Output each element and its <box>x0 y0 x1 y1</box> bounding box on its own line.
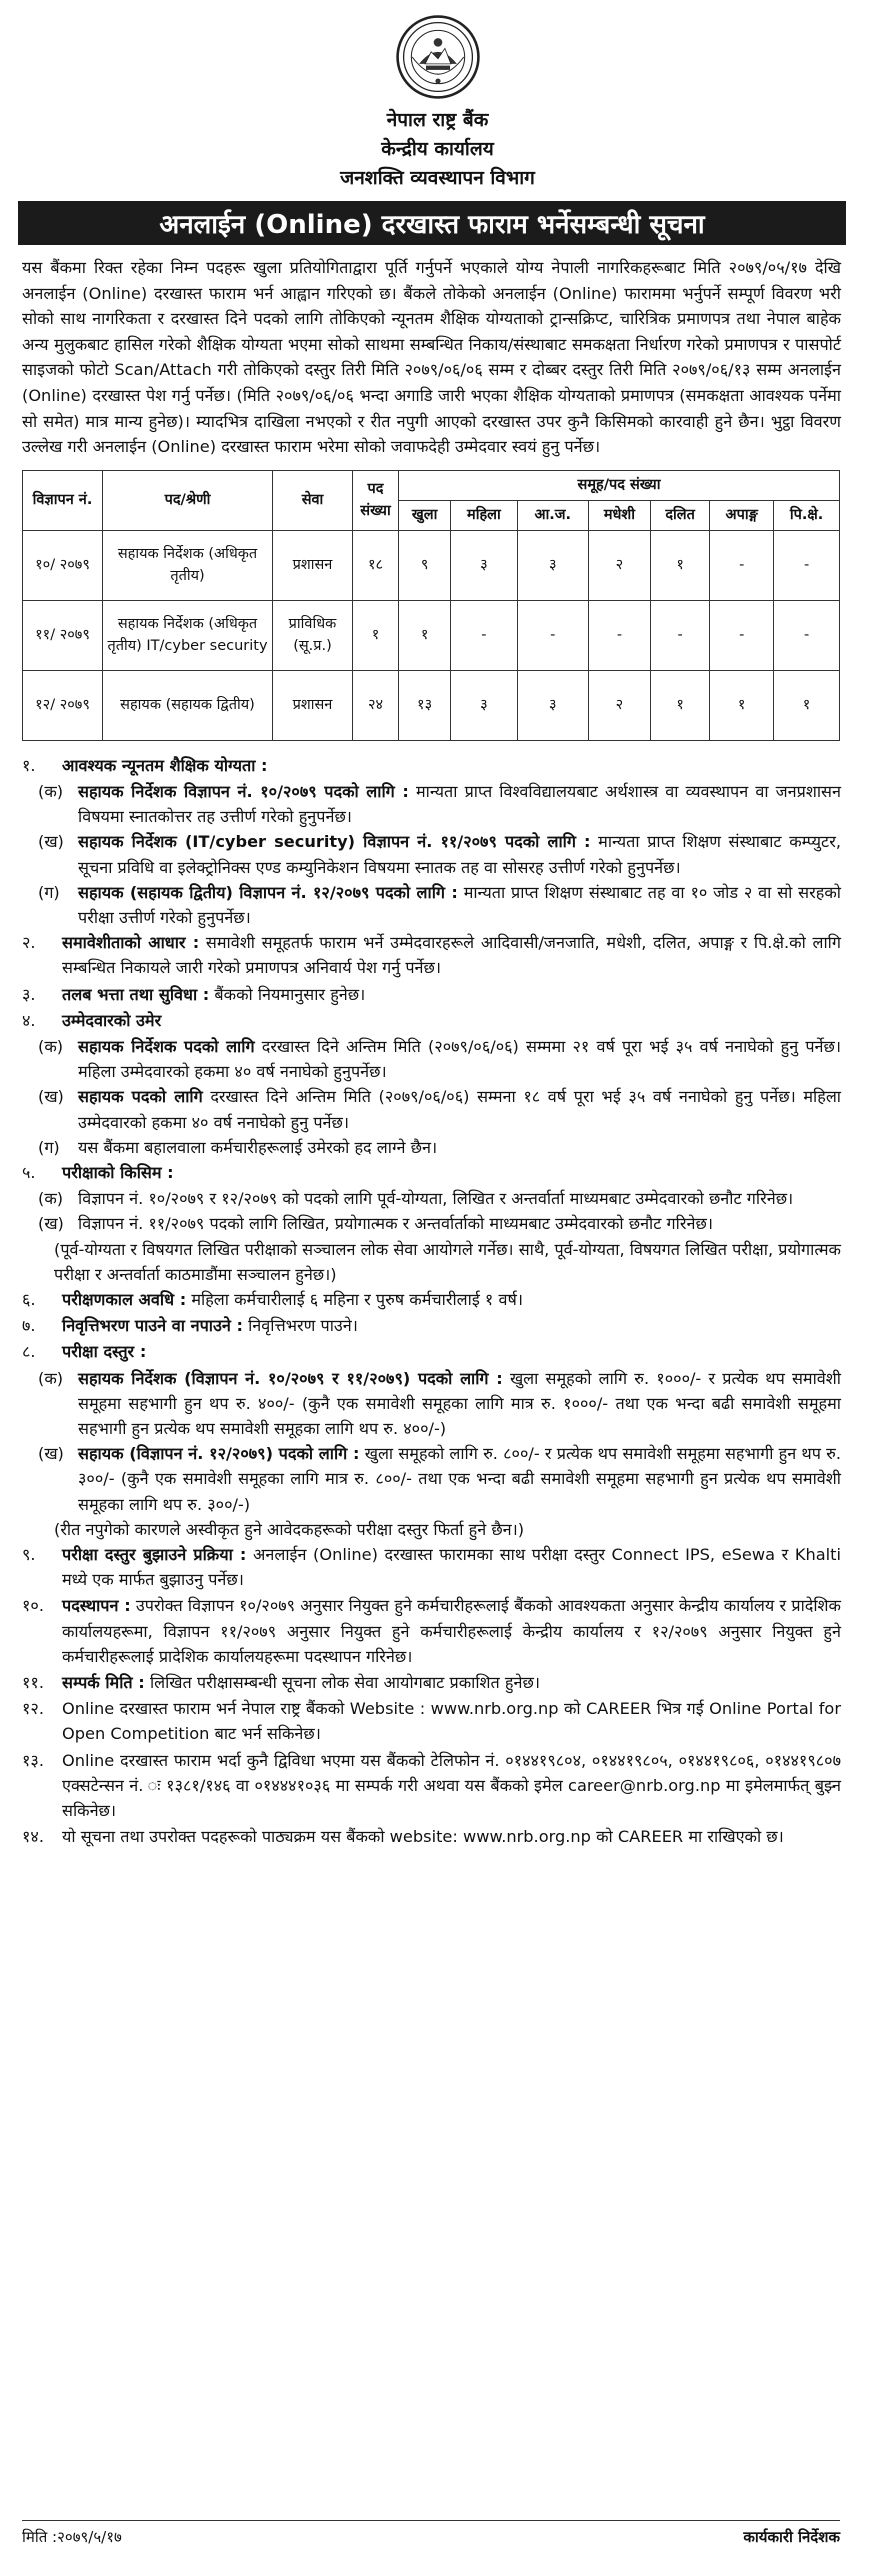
cell-group: - <box>588 600 650 670</box>
item-text: यस बैंकमा बहालवाला कर्मचारीहरूलाई उमेरको हद लाग्ने छैन। <box>78 1137 438 1157</box>
section-text: यो सूचना तथा उपरोक्त पदहरूको पाठ्यक्रम यस बैंकको website: www.nrb.org.np को CAREER मा राखिएको छ। <box>62 1827 784 1847</box>
section-text: उपरोक्त विज्ञापन १०/२०७९ अनुसार नियुक्त हुने कर्मचारीहरूलाई बैंकको आवश्यकता अनुसार केन्द्रीय कार्यालय र प्रादेशिक कार्यालयहरूमा, विज्ञापन ११/२०७९ अनुसार नियुक्त हुने कर्मचारीहरूलाई केन्द्रीय कार्यालय र १२/२०७९ अनुसार नियुक्त हुने कर्मचारीहरूलाई प्रादेशिक कार्यालयहरूमा पदस्थापन गरिनेछ। <box>62 1596 841 1666</box>
section-6 <box>22 1287 841 1312</box>
section-9 <box>22 1542 841 1592</box>
section-number: ९. <box>22 1545 36 1565</box>
section-number: ७. <box>22 1316 36 1336</box>
item-label: (क) <box>38 781 64 801</box>
org-name: नेपाल राष्ट्र बैंक <box>386 109 489 131</box>
list-item <box>38 829 841 879</box>
item-label: (ख) <box>38 1444 64 1464</box>
list-item <box>38 1441 841 1517</box>
section-text: बैंकको नियमानुसार हुनेछ। <box>214 984 366 1004</box>
section-text: लिखित परीक्षासम्बन्धी सूचना लोक सेवा आयोगबाट प्रकाशित हुनेछ। <box>149 1673 540 1693</box>
section-number: ४. <box>22 1010 36 1030</box>
col-sub-madhesi: मधेशी <box>588 500 650 530</box>
table-row <box>23 530 840 600</box>
cell-group: १ <box>710 670 774 740</box>
cell-group: - <box>774 530 840 600</box>
section-text: अनलाईन (Online) दरखास्त फारामका साथ परीक्षा दस्तुर Connect IPS, eSewa र Khalti मध्ये एक मार्फत बुझाउनु पर्नेछ। <box>62 1545 841 1590</box>
section-title: तलब भत्ता तथा सुविधा : <box>62 984 210 1004</box>
cell-service: प्राविधिक (सू.प्र.) <box>273 600 353 670</box>
list-item <box>38 1135 841 1160</box>
cell-group: २ <box>588 670 650 740</box>
col-sub-janajati: आ.ज. <box>517 500 588 530</box>
table-row <box>23 670 840 740</box>
section-number: १२. <box>22 1699 44 1719</box>
section-number: १४. <box>22 1827 44 1847</box>
section-12 <box>22 1696 841 1746</box>
section-number: १३. <box>22 1750 44 1770</box>
cell-ad-no: १०/ २०७९ <box>23 530 103 600</box>
list-item <box>38 880 841 930</box>
section-1 <box>22 753 841 778</box>
section-text: Online दरखास्त फाराम भर्न नेपाल राष्ट्र बैंकको Website : www.nrb.org.np को CAREER भित्र गई Online Portal for Open Competition बाट भर्न सकिनेछ। <box>62 1699 841 1744</box>
item-lead: सहायक पदको लागि <box>78 1087 203 1107</box>
list-item <box>38 1211 841 1236</box>
cell-posts: १८ <box>353 530 399 600</box>
footer <box>22 2520 840 2547</box>
item-lead: सहायक निर्देशक विज्ञापन नं. १०/२०७९ पदको लागि : <box>78 781 409 801</box>
table-row <box>23 600 840 670</box>
notice-title-banner: अनलाईन (Online) दरखास्त फाराम भर्नेसम्बन्धी सूचना <box>18 201 846 245</box>
section-13 <box>22 1748 841 1824</box>
section-14 <box>22 1824 841 1849</box>
section-title: उम्मेदवारको उमेर <box>62 1010 162 1030</box>
col-sub-open: खुला <box>399 500 451 530</box>
cell-ad-no: १२/ २०७९ <box>23 670 103 740</box>
section-number: १०. <box>22 1596 44 1616</box>
section-title: आवश्यक न्यूनतम शैक्षिक योग्यता : <box>62 755 268 775</box>
section-title: परीक्षा दस्तुर बुझाउने प्रक्रिया : <box>62 1545 247 1565</box>
section-number: ८. <box>22 1342 36 1362</box>
item-text: मान्यता प्राप्त शिक्षण संस्थाबाट तह वा १० जोड २ वा सो सरहको परीक्षा उत्तीर्ण गरेको हुनुपर्नेछ। <box>78 882 841 927</box>
item-lead: सहायक (सहायक द्वितीय) विज्ञापन नं. १२/२०७९ पदको लागि : <box>78 882 458 902</box>
item-label: (ख) <box>38 832 64 852</box>
cell-group: १ <box>651 530 710 600</box>
section-11 <box>22 1670 841 1695</box>
cell-group: १ <box>774 670 840 740</box>
section-7 <box>22 1313 841 1338</box>
cell-service: प्रशासन <box>273 530 353 600</box>
section-title: परीक्षा दस्तुर : <box>62 1342 147 1362</box>
col-sub-women: महिला <box>451 500 517 530</box>
section-number: २. <box>22 933 36 953</box>
section-text: निवृत्तिभरण पाउने। <box>248 1316 358 1336</box>
cell-level: सहायक निर्देशक (अधिकृत तृतीय) IT/cyber security <box>103 600 273 670</box>
cell-group: ९ <box>399 530 451 600</box>
col-ad-no: विज्ञापन नं. <box>23 470 103 530</box>
cell-level: सहायक निर्देशक (अधिकृत तृतीय) <box>103 530 273 600</box>
item-lead: सहायक निर्देशक (विज्ञापन नं. १०/२०७९ र ११/२०७९) पदको लागि : <box>78 1368 503 1388</box>
section-title: समावेशीताको आधार : <box>62 933 200 953</box>
cell-posts: २४ <box>353 670 399 740</box>
item-label: (क) <box>38 1368 64 1388</box>
item-text: मान्यता प्राप्त विश्वविद्यालयबाट अर्थशास्त्र वा व्यवस्थापन वा जनप्रशासन विषयमा स्नातकोत्तर तह उत्तीर्ण गरेको हुनुपर्नेछ। <box>78 781 841 827</box>
cell-group: - <box>651 600 710 670</box>
section-number: ६. <box>22 1290 36 1310</box>
section-10 <box>22 1593 841 1669</box>
notice-sections <box>22 753 841 1850</box>
section-title: परीक्षाको किसिम : <box>62 1163 174 1182</box>
section-3 <box>22 982 841 1007</box>
item-text: दरखास्त दिने अन्तिम मिति (२०७९/०६/०६) सम्मना १८ वर्ष पूरा भई ३५ वर्ष ननाघेको हुनु पर्नेछ। महिला उम्मेदवारको हकमा ४० वर्ष ननाघेको हुनु पर्नेछ। <box>78 1087 841 1132</box>
nrb-emblem-icon <box>395 14 481 100</box>
item-text: दरखास्त दिने अन्तिम मिति (२०७९/०६/०६) सम्ममा २१ वर्ष पूरा भई ३५ वर्ष ननाघेको हुनु पर्नेछ। महिला उम्मेदवारको हकमा ४० वर्ष ननाघेको हुनुपर्नेछ। <box>78 1036 841 1082</box>
section-title: पदस्थापन : <box>62 1596 131 1616</box>
table-header-row <box>23 470 840 500</box>
item-label: (ग) <box>38 1137 60 1157</box>
section-text: Online दरखास्त फाराम भर्दा कुनै द्विविधा भएमा यस बैंकको टेलिफोन नं. ०१४४१९८०४, ०१४४१९८०५, ०१४४१९८०६, ०१४४१९८०७ एक्सटेन्सन नं. ः १३८१/१४६ वा ०१४४४१०३६ मा सम्पर्क गरी अथवा यस बैंकको इमेल career@nrb.org.np मा इमेलमार्फत् बुझ्न सकिनेछ। <box>62 1750 841 1821</box>
section-text: समावेशी समूहतर्फ फाराम भर्ने उम्मेदवारहरूले आदिवासी/जनजाति, मधेशी, दलित, अपाङ्ग र पि.क्षे.को लागि सम्बन्धित निकायले जारी गरेको प्रमाणपत्र अनिवार्य पेश गर्नु पर्नेछ। <box>62 933 841 978</box>
col-sub-dalit: दलित <box>651 500 710 530</box>
cell-service: प्रशासन <box>273 670 353 740</box>
col-posts: पद संख्या <box>353 470 399 530</box>
list-item <box>38 779 841 829</box>
section-number: ३. <box>22 984 36 1004</box>
list-item <box>38 1366 841 1442</box>
section-text: महिला कर्मचारीलाई ६ महिना र पुरुष कर्मचारीलाई १ वर्ष। <box>191 1290 523 1310</box>
cell-group: ३ <box>517 670 588 740</box>
col-sub-disabled: अपाङ्ग <box>710 500 774 530</box>
cell-group: ३ <box>517 530 588 600</box>
logo-container <box>34 14 841 100</box>
item-text: विज्ञापन नं. १०/२०७९ र १२/२०७९ को पदको लागि पूर्व-योग्यता, लिखित र अन्तर्वार्ता माध्यमबाट उम्मेदवारको छनौट गरिनेछ। <box>78 1189 794 1209</box>
notice-date: मिति :२०७९/५/१७ <box>22 2528 122 2546</box>
section-note: (रीत नपुगेको कारणले अस्वीकृत हुने आवेदकहरूको परीक्षा दस्तुर फिर्ता हुने छैन।) <box>54 1519 525 1539</box>
item-text: खुला समूहको लागि रु. १०००/- र प्रत्येक थप समावेशी समूहमा सहभागी हुन थप रु. ४००/- (कुनै एक समावेशी समूहका लागि मात्र रु. १०००/- तथा एक भन्दा बढी समावेशी समूहमा सहभागी हुन प्रत्येक थप समावेशी समूहका लागि थप रु. ४००/-) <box>78 1368 841 1439</box>
cell-group: १ <box>399 600 451 670</box>
section-4 <box>22 1008 841 1033</box>
list-item <box>38 1084 841 1134</box>
cell-group: ३ <box>451 530 517 600</box>
item-lead: सहायक निर्देशक (IT/cyber security) विज्ञापन नं. ११/२०७९ पदको लागि : <box>78 832 591 852</box>
col-level: पद/श्रेणी <box>103 470 273 530</box>
header-block <box>34 106 841 193</box>
cell-group: - <box>517 600 588 670</box>
cell-level: सहायक (सहायक द्वितीय) <box>103 670 273 740</box>
vacancy-table <box>22 470 840 741</box>
cell-posts: १ <box>353 600 399 670</box>
section-title: परीक्षणकाल अवधि : <box>62 1290 187 1310</box>
section-number: १. <box>22 755 36 775</box>
cell-group: - <box>710 530 774 600</box>
cell-group: - <box>451 600 517 670</box>
item-text: खुला समूहको लागि रु. ८००/- र प्रत्येक थप समावेशी समूहमा सहभागी हुन थप रु. ३००/- (कुनै एक समावेशी समूहका लागि मात्र रु. ८००/- तथा एक भन्दा बढी समावेशी समूहमा सहभागी हुन प्रत्येक थप समावेशी समूहका लागि थप रु. ३००/-) <box>78 1444 842 1514</box>
col-group: समूह/पद संख्या <box>399 470 840 500</box>
section-8 <box>22 1339 841 1364</box>
section-number: ५. <box>22 1163 36 1182</box>
item-label: (क) <box>38 1036 64 1056</box>
list-item <box>38 1186 841 1211</box>
department-name: जनशक्ति व्यवस्थापन विभाग <box>340 167 535 189</box>
signatory: कार्यकारी निर्देशक <box>743 2528 840 2546</box>
cell-group: ३ <box>451 670 517 740</box>
list-item <box>38 1034 841 1084</box>
item-label: (ख) <box>38 1214 64 1234</box>
cell-group: १३ <box>399 670 451 740</box>
item-text: मान्यता प्राप्त शिक्षण संस्थाबाट कम्प्युटर, सूचना प्रविधि वा इलेक्ट्रोनिक्स एण्ड कम्युनिकेशन विषयमा स्नातक तह वा सोसरह उत्तीर्ण गरेको हुनुपर्नेछ। <box>78 832 841 877</box>
section-5 <box>22 1160 841 1185</box>
office-name: केन्द्रीय कार्यालय <box>381 138 494 160</box>
item-label: (ग) <box>38 882 60 902</box>
item-text: विज्ञापन नं. ११/२०७९ पदको लागि लिखित, प्रयोगात्मक र अन्तर्वार्ताको माध्यमबाट उम्मेदवारको छनौट गरिनेछ। <box>78 1214 713 1234</box>
item-label: (क) <box>38 1189 64 1209</box>
section-2 <box>22 930 841 980</box>
section-title: निवृत्तिभरण पाउने वा नपाउने : <box>62 1316 243 1336</box>
cell-group: - <box>710 600 774 670</box>
item-lead: सहायक (विज्ञापन नं. १२/२०७९) पदको लागि : <box>78 1444 360 1464</box>
col-service: सेवा <box>273 470 353 530</box>
col-sub-backward: पि.क्षे. <box>774 500 840 530</box>
cell-ad-no: ११/ २०७९ <box>23 600 103 670</box>
section-title: सम्पर्क मिति : <box>62 1673 145 1693</box>
section-number: ११. <box>22 1673 44 1693</box>
section-note: (पूर्व-योग्यता र विषयगत लिखित परीक्षाको सञ्चालन लोक सेवा आयोगले गर्नेछ। साथै, पूर्व-योग्यता, विषयगत लिखित परीक्षा, प्रयोगात्मक परीक्षा र अन्तर्वार्ता काठमाडौंमा सञ्चालन हुनेछ।) <box>54 1239 841 1284</box>
cell-group: १ <box>651 670 710 740</box>
item-lead: सहायक निर्देशक पदको लागि <box>78 1036 255 1056</box>
cell-group: २ <box>588 530 650 600</box>
intro-paragraph: यस बैंकमा रिक्त रहेका निम्न पदहरू खुला प्रतियोगिताद्वारा पूर्ति गर्नुपर्ने भएकाले योग्य नेपाली नागरिकहरूबाट मिति २०७९/०५/१७ देखि अनलाईन (Online) दरखास्त फाराम भर्न आह्वान गरिएको छ। बैंकले तोकेको अनलाईन (Online) फाराममा भर्नुपर्ने सम्पूर्ण विवरण भरी सोको साथ नागरिकता र दरखास्त दिने पदको लागि तोकिएको न्यूनतम शैक्षिक योग्यताको ट्रान्सक्रिप्ट, चारित्रिक प्रमाणपत्र तथा नेपाल बाहेक अन्य मुलुकबाट हासिल गरेको शैक्षिक योग्यता भएमा सोको साथमा सम्बन्धित निकाय/संस्थाबाट समकक्षता निर्धारण गरेको प्रमाणपत्र र पासपोर्ट साइजको फोटो Scan/Attach गरी तोकिएको दस्तुर तिरी मिति २०७९/०६/०६ सम्म र दोब्बर दस्तुर तिरी मिति २०७९/०६/१३ सम्म अनलाईन (Online) दरखास्त पेश गर्नु पर्नेछ। (मिति २०७९/०६/०६ भन्दा अगाडि जारी भएका शैक्षिक योग्यताको प्रमाणपत्र (समकक्षता आवश्यक पर्नेमा सो समेत) मात्र मान्य हुनेछ)। म्यादभित्र दाखिला नभएको र रीत नपुगी आएको दरखास्त उपर कुनै किसिमको कारवाही हुने छैन। भुट्ठा विवरण उल्लेख गरी अनलाईन (Online) दरखास्त फाराम भरेमा सोको जवाफदेही उम्मेदवार स्वयं हुनु पर्नेछ। <box>22 258 841 457</box>
item-label: (ख) <box>38 1087 64 1107</box>
cell-group: - <box>774 600 840 670</box>
